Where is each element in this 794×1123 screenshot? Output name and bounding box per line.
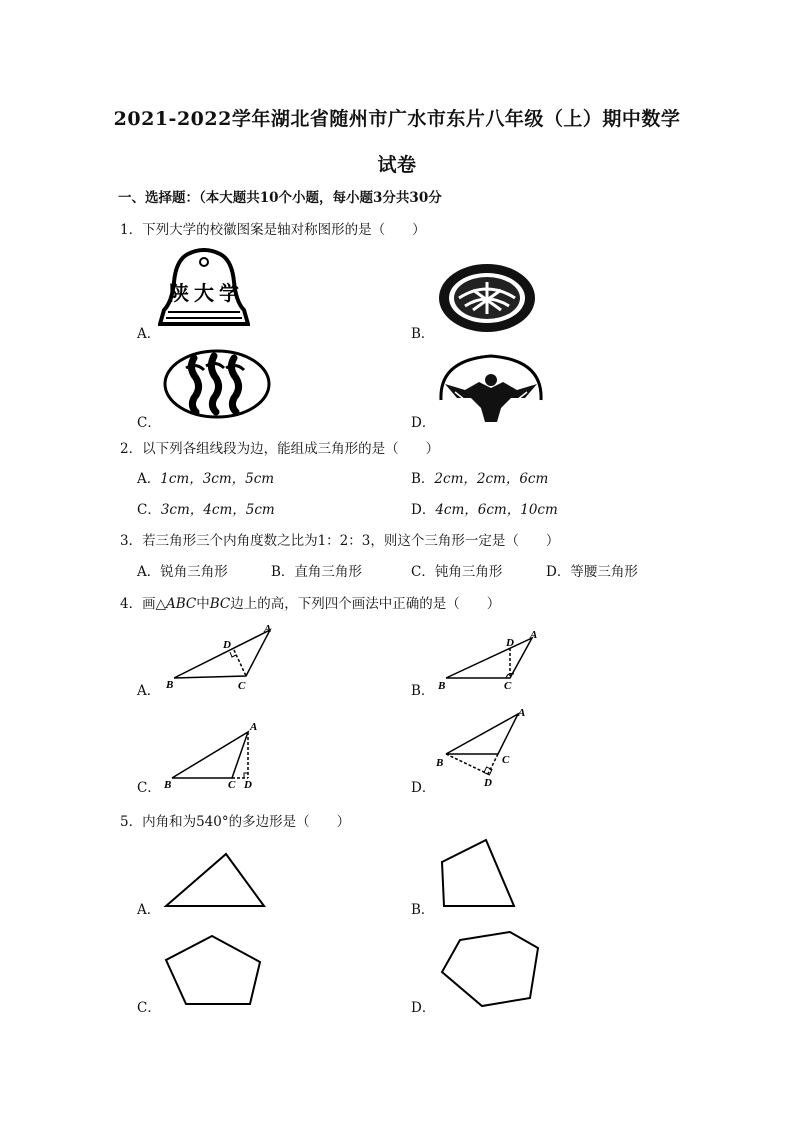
q2-option-c-text: 3cm，4cm，5cm <box>160 502 275 518</box>
q4-figure-c <box>160 718 272 790</box>
q1-logo-d-eagle <box>435 350 547 424</box>
q4b-point-b: B <box>438 680 446 692</box>
q1-logo-a-bell <box>158 248 250 332</box>
q2-option-a <box>137 467 274 487</box>
q1-option-c-label: C． <box>137 415 161 431</box>
q4-stem-suffix: 边上的高，下列四个画法中正确的是（ ） <box>230 596 501 612</box>
q2-option-c-label: C． <box>137 502 161 518</box>
q5-option-d-label: D． <box>411 1000 436 1016</box>
q5-option-b-label: B． <box>411 902 435 918</box>
q2-option-b-label: B． <box>411 471 435 487</box>
q1-option-d-label: D． <box>411 415 436 431</box>
q4c-point-a: A <box>250 721 258 733</box>
q1-logo-b-seal <box>437 262 537 334</box>
q4c-point-d: D <box>244 779 252 790</box>
q4a-point-d: D <box>223 639 231 651</box>
q3-option-c: C．钝角三角形 <box>411 564 503 580</box>
q4-stem-abc: ABC <box>165 596 197 612</box>
q2-option-c <box>137 498 275 518</box>
q2-option-a-label: A． <box>137 471 161 487</box>
q2-option-d <box>411 498 558 518</box>
q4a-point-a: A <box>264 623 272 635</box>
q4-option-c-label: C． <box>137 780 161 796</box>
q4-stem-mid: 中 <box>196 596 210 612</box>
q5-shape-d-hexagon <box>436 928 544 1008</box>
q1-option-a-label: A． <box>137 326 161 342</box>
q3-option-b: B．直角三角形 <box>271 564 362 580</box>
q4d-point-c: C <box>502 754 510 766</box>
q5-option-a-label: A． <box>137 902 161 918</box>
q4-figure-a <box>160 620 282 692</box>
question-4-stem <box>120 592 500 612</box>
q4a-point-b: B <box>166 679 174 691</box>
section-heading: 一、选择题：（本大题共10个小题，每小题3分共30分 <box>118 190 442 206</box>
question-3-stem: 3．若三角形三个内角度数之比为1：2：3，则这个三角形一定是（ ） <box>120 533 560 549</box>
q2-option-d-text: 4cm，6cm，10cm <box>435 502 558 518</box>
q3-option-d: D．等腰三角形 <box>546 564 638 580</box>
q4-option-b-label: B． <box>411 683 435 699</box>
q1-option-b-label: B． <box>411 326 435 342</box>
q5-shape-a-triangle <box>160 848 272 912</box>
q4-option-a-label: A． <box>137 683 161 699</box>
q4d-point-b: B <box>436 757 444 769</box>
q4a-point-c: C <box>238 680 246 692</box>
q4-stem-bc: BC <box>209 596 231 612</box>
q4-figure-b <box>432 626 544 692</box>
q4c-point-b: B <box>164 779 172 790</box>
q4-figure-d <box>432 708 544 790</box>
q3-option-a: A．锐角三角形 <box>137 564 228 580</box>
question-2-stem: 2．以下列各组线段为边，能组成三角形的是（ ） <box>120 441 440 457</box>
q1-logo-c-oval <box>162 348 272 420</box>
q4b-point-c: C <box>504 680 512 692</box>
q2-option-b-text: 2cm，2cm，6cm <box>434 471 549 487</box>
question-5-stem: 5．内角和为540°的多边形是（ ） <box>120 814 351 830</box>
q2-option-d-label: D． <box>411 502 436 518</box>
q4d-point-a: A <box>518 708 526 719</box>
q5-shape-b-quadrilateral <box>436 836 518 912</box>
q4-option-d-label: D． <box>411 780 436 796</box>
q4b-point-a: A <box>530 629 538 641</box>
exam-title-line1: 2021-2022学年湖北省随州市广水市东片八年级（上）期中数学 <box>113 108 681 130</box>
question-1-stem: 1．下列大学的校徽图案是轴对称图形的是（ ） <box>120 222 426 238</box>
q5-shape-c-pentagon <box>160 932 268 1008</box>
q1-logo-a-text: 陕 大 学 <box>169 283 239 305</box>
q4c-point-c: C <box>228 779 236 790</box>
q4-stem-prefix: 4．画△ <box>120 596 166 612</box>
exam-title-line2: 试卷 <box>377 154 417 176</box>
q4d-point-d: D <box>484 777 492 789</box>
q2-option-b <box>411 467 548 487</box>
q4b-point-d: D <box>506 637 514 649</box>
q5-option-c-label: C． <box>137 1000 161 1016</box>
q2-option-a-text: 1cm，3cm，5cm <box>160 471 275 487</box>
